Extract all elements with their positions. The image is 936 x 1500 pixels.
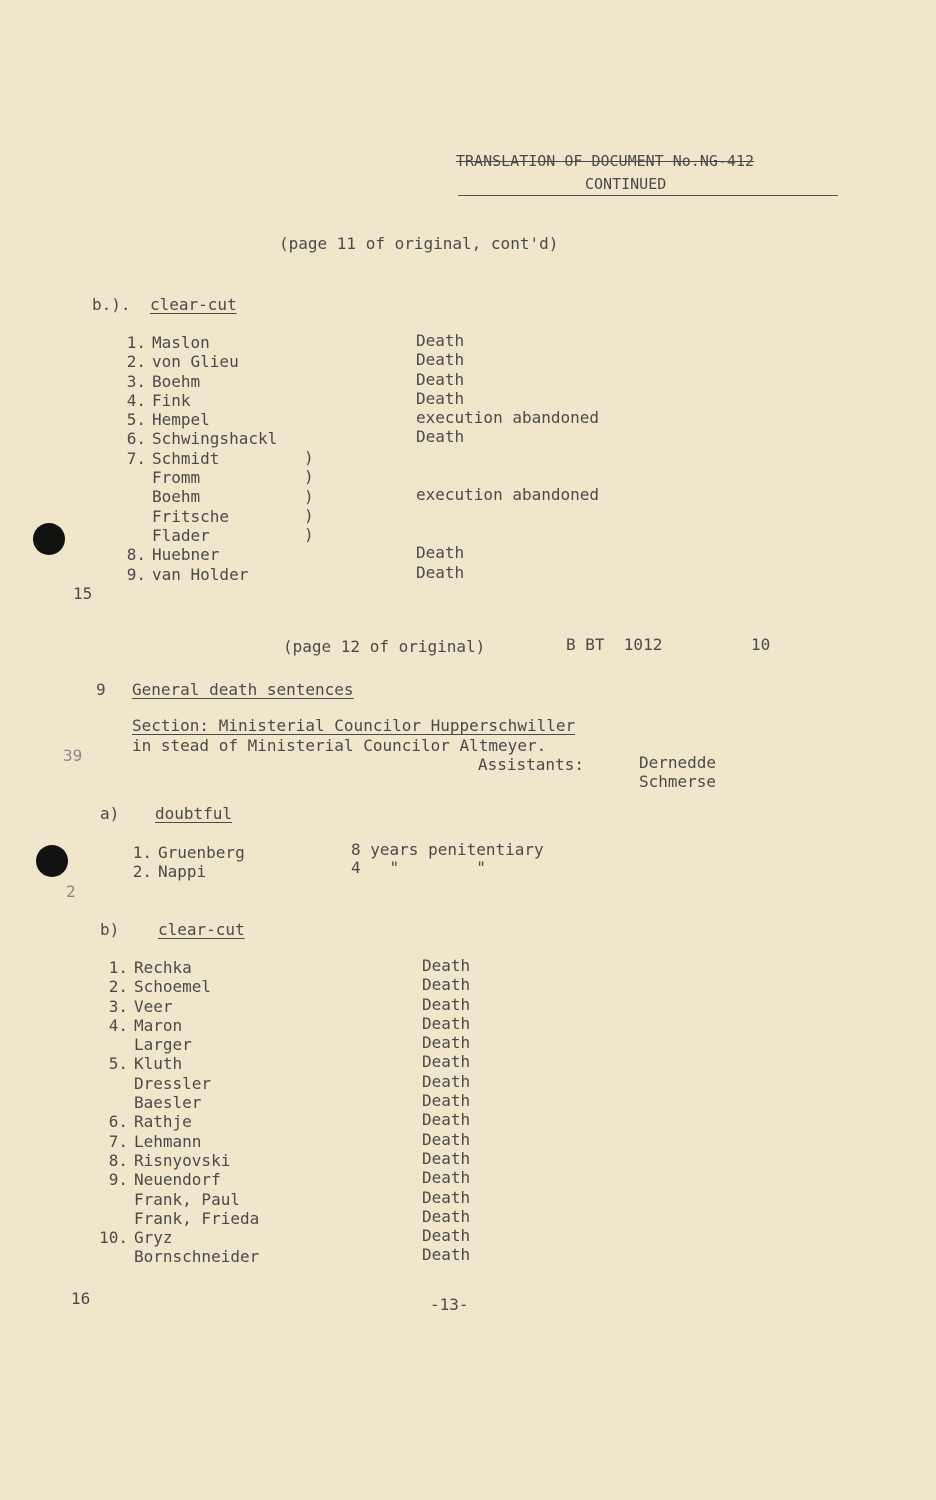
- list-item: Bornschneider: [134, 1247, 260, 1267]
- list-item: Fritsche: [152, 506, 230, 526]
- doubtful-list: [116, 843, 245, 882]
- section2-marker: 9: [96, 680, 106, 699]
- list-item: 2. Nappi: [132, 862, 207, 882]
- doubtful-verdict-1: 8 years penitentiary: [351, 840, 544, 859]
- list-item: 6. Rathje: [108, 1112, 192, 1132]
- clearcut2-list: [96, 958, 259, 1267]
- group-bracket: ) ) ) ) ): [304, 448, 314, 545]
- assistant-2: Schmerse: [639, 772, 717, 791]
- list-item: Fromm: [152, 468, 201, 488]
- section1-heading: clear-cut: [150, 295, 237, 314]
- list-item: 1. Maslon: [126, 333, 210, 352]
- header-subtitle: CONTINUED: [585, 175, 667, 193]
- punch-hole-top: [33, 523, 65, 555]
- list-item: 2. Schoemel: [108, 977, 212, 997]
- page-number: -13-: [430, 1295, 469, 1314]
- assistants-label: Assistants:: [478, 755, 584, 774]
- punch-hole-bottom: [36, 845, 68, 877]
- section2-line1: Section: Ministerial Councilor Hupperschwiller: [132, 716, 576, 735]
- list-item: Baesler: [134, 1093, 202, 1113]
- header-title: TRANSLATION OF DOCUMENT No.NG-412: [456, 152, 755, 170]
- assistant-1: Dernedde: [639, 753, 717, 772]
- list-item: 6. Schwingshackl: [126, 429, 278, 449]
- list-item: 10. Gryz: [99, 1228, 173, 1248]
- clearcut2-marker: b): [100, 920, 120, 939]
- list-item: 3. Boehm: [126, 371, 201, 391]
- page-ref-1: (page 11 of original, cont'd): [279, 234, 559, 253]
- list-item: 7. Schmidt: [126, 448, 220, 468]
- header-rule: [458, 195, 838, 196]
- list-item: Frank, Frieda: [134, 1208, 260, 1228]
- list-item: 8. Huebner: [126, 545, 220, 565]
- clearcut2-verdicts: Death Death Death Death Death Death Death Death Death Death Death Death Death Death Death Death: [422, 956, 471, 1265]
- doubtful-verdict-2: 4 " ": [351, 858, 486, 877]
- list-item: 4. Maron: [108, 1015, 183, 1035]
- list-item: Dressler: [134, 1073, 212, 1093]
- section1-marker: b.).: [92, 295, 131, 314]
- page-ref-2-num: 10: [751, 635, 771, 654]
- page-ref-2: (page 12 of original): [283, 637, 486, 656]
- list-item: 8. Risnyovski: [108, 1150, 231, 1170]
- section2-heading: General death sentences: [132, 680, 354, 699]
- list-item: 1. Gruenberg: [132, 843, 245, 862]
- section2-line2: in stead of Ministerial Councilor Altmeyer.: [132, 736, 547, 755]
- page-ref-2-code: B BT 1012: [566, 635, 663, 654]
- margin-number-15: 15: [73, 584, 93, 603]
- list-item: Frank, Paul: [134, 1189, 240, 1209]
- list-item: 7. Lehmann: [108, 1131, 202, 1151]
- list-item: Boehm: [152, 487, 201, 507]
- doubtful-marker: a): [100, 804, 120, 823]
- margin-number-16: 16: [71, 1289, 91, 1308]
- list-item: 4. Fink: [126, 390, 191, 410]
- clearcut2-heading: clear-cut: [158, 920, 245, 939]
- section1-verdicts: Death Death Death Death execution abandoned Death execution abandoned Death Death: [416, 331, 600, 582]
- margin-number-2: 2: [66, 882, 76, 901]
- list-item: Larger: [134, 1035, 192, 1055]
- list-item: 1. Rechka: [108, 958, 192, 977]
- section1-list: [110, 333, 277, 584]
- list-item: 2. von Glieu: [126, 352, 239, 372]
- margin-number-39: 39: [63, 746, 83, 765]
- list-item: 3. Veer: [108, 996, 173, 1016]
- list-item: Flader: [152, 525, 210, 545]
- list-item: 5. Hempel: [126, 410, 210, 430]
- list-item: 5. Kluth: [108, 1054, 183, 1074]
- doubtful-heading: doubtful: [155, 804, 233, 823]
- list-item: 9. Neuendorf: [108, 1170, 221, 1190]
- list-item: 9. van Holder: [126, 564, 249, 584]
